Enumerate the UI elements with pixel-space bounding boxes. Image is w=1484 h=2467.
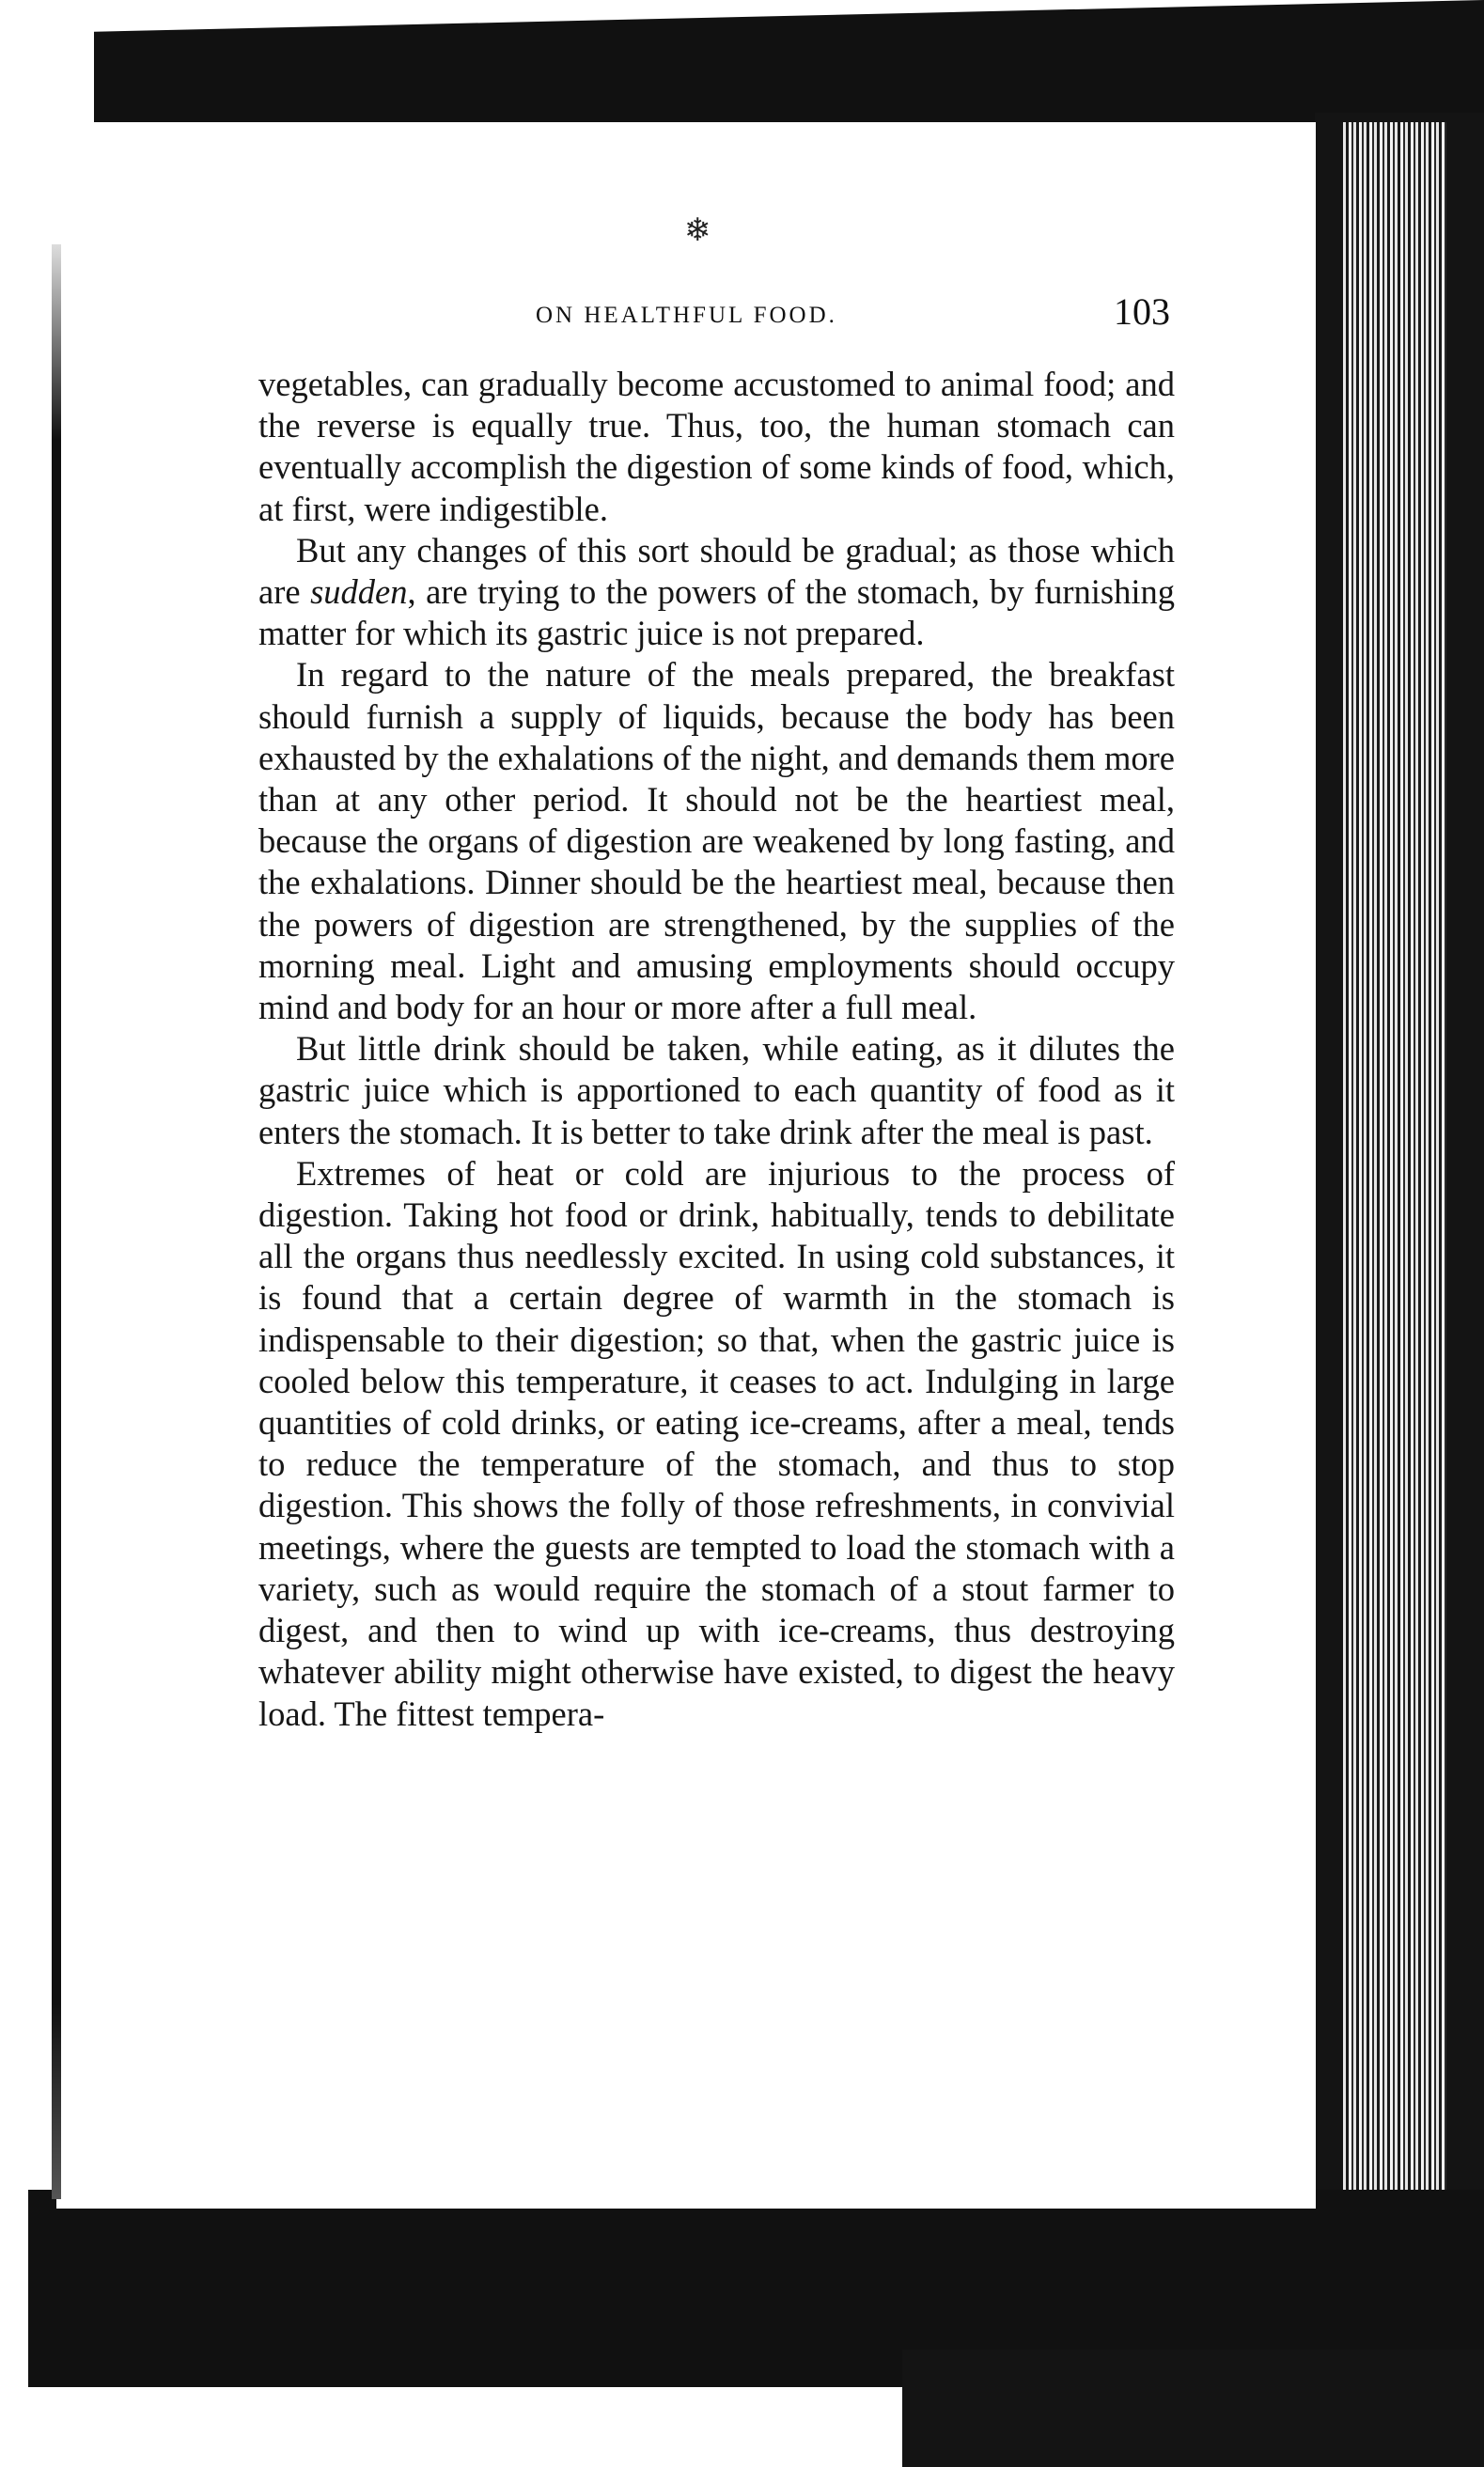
running-title: ON HEALTHFUL FOOD. (536, 303, 837, 328)
page-header (258, 289, 1170, 346)
page-left-shadow (52, 244, 61, 2199)
paragraph-text: But any changes of this sort should be gradual; as those which are (258, 530, 1175, 612)
paragraph-text: But little drink should be taken, while eating, as it dilutes the gastric juice which is apportioned to each quantity of food as it enters the stomach. It is better to take drink after the meal is past. (258, 1029, 1175, 1151)
page-number: 103 (1114, 290, 1170, 333)
book-page-edges (1343, 122, 1446, 2227)
scan-border-bottom-right (902, 2350, 1484, 2467)
paragraph (258, 1028, 1175, 1153)
scan-corner (0, 0, 94, 132)
paragraph (258, 364, 1175, 530)
paragraph-text: In regard to the nature of the meals prepared, the breakfast should furnish a supply of liquids, because the body has been exhausted by the exhalations of the night, and demands them more than at any other period. It should not be the heartiest meal, because the organs of digestion are weakened by long fasting, and the exhalations. Dinner should be the heartiest meal, because then the powers of digestion are strengthened, by the supplies of the morning meal. Light and amusing employments should occupy mind and body for an hour or more after a full meal. (258, 655, 1175, 1027)
emphasized-word: sudden (310, 572, 408, 612)
paragraph-text: , are trying to the powers of the stomach, by furnishing matter for which its gastric juice is not prepared. (258, 572, 1175, 653)
paragraph-text: Extremes of heat or cold are injurious to the process of digestion. Taking hot food or drink, habitually, tends to debilitate all the organs thus needlessly excited. In using cold substances, it is found that a certain degree of warmth in the stomach is indispensable to their digestion; so that, when the gastric juice is cooled below this temperature, it ceases to act. Indulging in large quantities of cold drinks, or eating ice-creams, after a meal, tends to reduce the temperature of the stomach, and thus to stop digestion. This shows the folly of those refreshments, in convivial meetings, where the guests are tempted to load the stomach with a variety, such as would require the stomach of a stout farmer to digest, and then to wind up with ice-creams, thus destroying whatever ability might otherwise have existed, to digest the heavy load. The fittest tempera- (258, 1153, 1175, 1733)
paragraph (258, 654, 1175, 1028)
body-text (258, 364, 1175, 1735)
page-mark: ❄ (684, 213, 711, 248)
paragraph (258, 1153, 1175, 1735)
paragraph-text: vegetables, can gradually become accustomed to animal food; and the reverse is equally true. Thus, too, the human stomach can eventually accomplish the digestion of some kinds of food, which, at first, were indigestible. (258, 365, 1175, 528)
paragraph (258, 530, 1175, 655)
